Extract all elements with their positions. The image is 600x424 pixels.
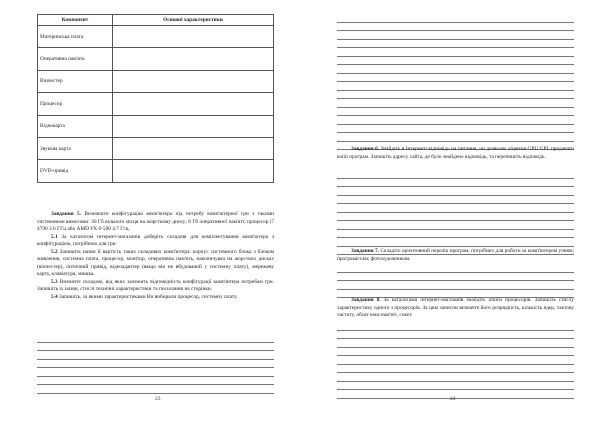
table-cell-empty[interactable] — [113, 93, 274, 115]
table-row — [38, 26, 274, 48]
item-5-2 — [37, 249, 274, 279]
item-5-4-text: Запишіть, за якими характеристиками Ви вибирали процесор, системну плату. — [57, 293, 238, 300]
task5-block — [37, 211, 274, 301]
task8-label: Завдання 8. — [351, 297, 381, 303]
table-header-characteristics: Основні характеристики — [113, 15, 274, 26]
task6-label: Завдання 6. — [351, 146, 380, 152]
task8-block — [337, 297, 574, 320]
table-cell-component: Вінчестер — [38, 70, 113, 92]
answer-lines-8[interactable] — [337, 322, 574, 399]
task5-paragraph — [37, 211, 274, 234]
table-cell-component: Звукова карта — [38, 137, 113, 159]
task5-label: Завдання 5. — [51, 211, 82, 217]
item-5-3-text: Визначте складові, від яких залежить відповідність конфігурації комп'ютера потребам гри. Запишіть їх назви, стислі технічні характеристики та посилання на сторінки. — [37, 278, 274, 292]
page-number-left: 23 — [155, 396, 161, 402]
table-row — [38, 48, 274, 70]
item-5-2-label: 5.2 — [51, 248, 58, 255]
task6-text: Знайдіть в Інтернеті відповідь на питання, чи дозволяє ліцензія GPU GPL продавати копії програм. Запишіть адресу сайта, де було знайдено відповідь, та перепишіть відповідь. — [337, 146, 574, 160]
task7-label: Завдання 7. — [351, 248, 380, 254]
answer-lines-top[interactable] — [337, 14, 574, 150]
item-5-1-label: 5.1 — [51, 233, 58, 240]
table-header-row — [38, 15, 274, 26]
table-cell-component: DVD-привід — [38, 160, 113, 182]
item-5-3-label: 5.3 — [51, 278, 58, 285]
item-5-3 — [37, 279, 274, 294]
table-cell-empty[interactable] — [113, 137, 274, 159]
table-cell-component: Материнська плата — [38, 26, 113, 48]
task5-text: Визначити конфігурацію комп'ютера під потребу комп'ютерної гри з такими системними вимогами: 30 Гб вільного місця на жорсткому диску; 8 Гб оперативної пам'яті; процесор i7 4790 3.6 ГГц або AMD FX-9 590 4.7 Ггц. — [37, 211, 274, 232]
answer-lines-7[interactable] — [337, 264, 574, 298]
table-header-component: Компонент — [38, 15, 113, 26]
task6-block — [337, 146, 574, 161]
item-5-1-text: За каталогом інтернет-магазинів доберіть складові для комплектування комп'ютера з конфігурацією, потрібною для гри. — [37, 233, 274, 247]
table-row — [38, 137, 274, 159]
task7-paragraph — [337, 248, 574, 263]
table-row — [38, 70, 274, 92]
task8-text: За каталогами інтернет-магазинів знайдіть описи процесорів. Запишіть стислу характеристику одного з процесорів. За цим записом визначте його розрядність, кількість ядер, тактову частоту, обсяг кеш-пам'яті, сокет. — [337, 297, 574, 318]
item-5-2-text: Запишіть назви й вартість таких складових комп'ютера: корпус системного блока з блоком живлення, системна плата, процесор, монітор, оперативна пам'ять, накопичувач на жорстких дисках (вінчестер), оптичний привід, відеоадаптер (якщо він не вбудований у системну плату), мережеву карту, клавіатура, мишка. — [37, 248, 274, 277]
table-cell-component: Відеокарта — [38, 115, 113, 137]
task7-block — [337, 248, 574, 263]
table-cell-empty[interactable] — [113, 115, 274, 137]
answer-lines-6[interactable] — [337, 170, 574, 255]
page-number-right: 24 — [450, 396, 456, 402]
page-right — [300, 0, 600, 424]
components-table — [37, 14, 274, 183]
task6-paragraph — [337, 146, 574, 161]
table-cell-empty[interactable] — [113, 26, 274, 48]
item-5-4-label: 5.4 — [51, 293, 58, 300]
table-row — [38, 93, 274, 115]
table-cell-empty[interactable] — [113, 70, 274, 92]
table-row — [38, 115, 274, 137]
task8-paragraph — [337, 297, 574, 320]
table-cell-empty[interactable] — [113, 160, 274, 182]
table-cell-component: Оперативна пам'ять — [38, 48, 113, 70]
item-5-4 — [37, 294, 274, 302]
task7-text: Складіть орієнтовний перелік програм, потрібних для роботи за комп'ютером учням; програмістам; фотохудожникам. — [337, 248, 574, 262]
table-cell-component: Процесор — [38, 93, 113, 115]
table-cell-empty[interactable] — [113, 48, 274, 70]
table-row — [38, 160, 274, 182]
item-5-1 — [37, 234, 274, 249]
answer-lines-5[interactable] — [37, 334, 274, 394]
